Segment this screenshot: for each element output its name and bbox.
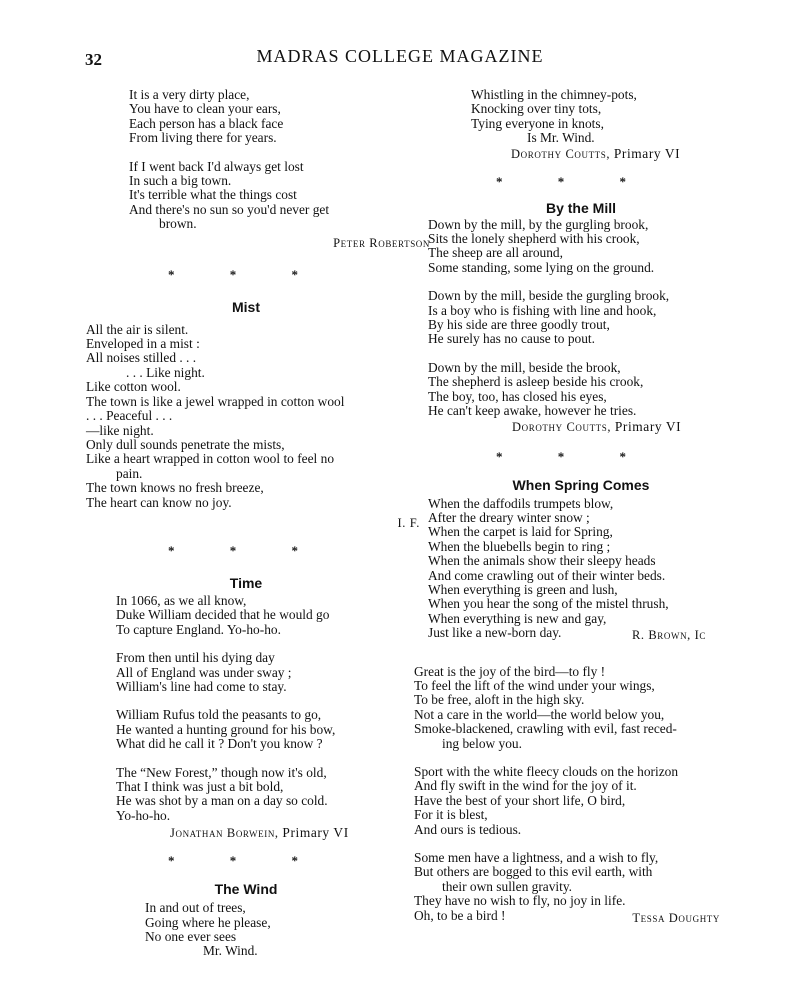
poem-author bbox=[471, 146, 734, 162]
poem-spring bbox=[414, 477, 734, 643]
poem-line: It is a very dirty place, bbox=[129, 87, 250, 102]
poem-line: By his side are three goodly trout, bbox=[428, 317, 610, 333]
separator-stars: * * * bbox=[168, 853, 324, 869]
poem-line: . . . Peaceful . . . bbox=[86, 408, 173, 424]
separator-stars: * * * bbox=[168, 542, 324, 558]
poem-line: When the bluebells begin to ring ; bbox=[428, 538, 611, 554]
poem-line: To feel the lift of the wind under your wings, bbox=[414, 677, 655, 693]
poem-line: Only dull sounds penetrate the mists, bbox=[86, 436, 285, 452]
poem-line: After the dreary winter snow ; bbox=[428, 509, 590, 525]
poem-mill bbox=[414, 200, 734, 435]
poem-line: Going where he please, bbox=[145, 914, 271, 930]
poem-line: He was shot by a man on a day so cold. bbox=[116, 793, 328, 809]
poem-line: When everything is new and gay, bbox=[428, 610, 607, 626]
poem-line: If I went back I'd always get lost bbox=[129, 158, 304, 174]
poem-line: Whistling in the chimney-pots, bbox=[471, 87, 637, 102]
poem-line: Not a care in the world—the world below you, bbox=[414, 706, 665, 722]
right-column bbox=[414, 88, 734, 926]
stanza bbox=[428, 218, 734, 276]
poem-line: pain. bbox=[116, 465, 143, 481]
poem-line: From then until his dying day bbox=[116, 650, 275, 666]
poem-line: Yo-ho-ho. bbox=[116, 807, 171, 823]
poem-city bbox=[86, 87, 430, 251]
poem-line: In and out of trees, bbox=[145, 900, 246, 916]
poem-line: For it is blest, bbox=[414, 807, 488, 823]
poem-line: In 1066, as we all know, bbox=[116, 592, 247, 608]
stanza bbox=[129, 160, 406, 232]
poem-line: ing below you. bbox=[442, 735, 522, 751]
poem-line: You have to clean your ears, bbox=[129, 101, 281, 117]
poem-line: Down by the mill, beside the gurgling brook, bbox=[428, 288, 670, 304]
poem-line: Have the best of your short life, O bird, bbox=[414, 792, 626, 808]
poem-line: The “New Forest,” though now it's old, bbox=[116, 764, 327, 780]
poem-author: I. F. bbox=[397, 515, 420, 530]
page-number: 32 bbox=[85, 50, 102, 69]
separator-stars: * * * bbox=[496, 173, 652, 189]
poem-author bbox=[116, 825, 406, 841]
author-name: Dorothy Coutts, bbox=[511, 146, 611, 161]
poem-line: Some standing, some lying on the ground. bbox=[428, 259, 655, 275]
poem-line: Is a boy who is fishing with line and hook, bbox=[428, 302, 657, 318]
poem-wind-continued bbox=[414, 88, 734, 162]
poem-mist bbox=[86, 298, 420, 531]
poem-line: When everything is green and lush, bbox=[428, 581, 618, 597]
poem-line: The town is like a jewel wrapped in cotton wool bbox=[86, 393, 345, 409]
poem-line: He wanted a hunting ground for his bow, bbox=[116, 721, 336, 737]
stanza bbox=[116, 766, 406, 824]
author-name: Dorothy Coutts, bbox=[512, 419, 612, 434]
poem-line: That I think was just a bit bold, bbox=[116, 779, 284, 794]
poem-line: Enveloped in a mist : bbox=[86, 336, 200, 352]
poem-line: All of England was under sway ; bbox=[116, 664, 292, 680]
poem-line: . . . Like night. bbox=[126, 364, 205, 380]
poem-line: All noises stilled . . . bbox=[86, 350, 197, 366]
poem-line: The heart can know no joy. bbox=[86, 494, 232, 510]
author-name: Jonathan Borwein, bbox=[170, 826, 279, 841]
poem-line: their own sullen gravity. bbox=[442, 878, 573, 894]
poem-line: What did he call it ? Don't you know ? bbox=[116, 736, 323, 752]
poem-line: Each person has a black face bbox=[129, 115, 284, 131]
poem-line: The sheep are all around, bbox=[428, 245, 563, 261]
poem-line: Sits the lonely shepherd with his crook, bbox=[428, 231, 640, 247]
poem-line: Smoke-blackened, crawling with evil, fast reced- bbox=[414, 721, 677, 737]
poem-line: brown. bbox=[159, 216, 197, 232]
stanza bbox=[116, 594, 406, 637]
poem-line: William's line had come to stay. bbox=[116, 678, 287, 694]
poem-line: Great is the joy of the bird—to fly ! bbox=[414, 663, 606, 679]
poem-title: When Spring Comes bbox=[512, 476, 650, 493]
author-form: Primary VI bbox=[282, 825, 349, 841]
poem-wind bbox=[86, 881, 406, 959]
poem-line: —like night. bbox=[86, 422, 154, 438]
poem-author: Tessa Doughty bbox=[632, 911, 720, 926]
poem-line: Tying everyone in knots, bbox=[471, 115, 604, 131]
poem-line: Oh, to be a bird ! bbox=[414, 907, 506, 923]
separator-stars: * * * bbox=[168, 266, 324, 282]
poem-line: The boy, too, has closed his eyes, bbox=[428, 388, 607, 404]
poem-line: And come crawling out of their winter beds. bbox=[428, 567, 666, 583]
poem-title: By the Mill bbox=[545, 199, 616, 216]
poem-line: Like cotton wool. bbox=[86, 379, 181, 395]
poem-author bbox=[428, 419, 734, 435]
poem-line: The town knows no fresh breeze, bbox=[86, 480, 264, 496]
poem-line: He surely has no cause to pout. bbox=[428, 331, 595, 347]
poem-line: Sport with the white fleecy clouds on the horizon bbox=[414, 764, 679, 779]
stanza bbox=[414, 765, 734, 837]
poem-line: William Rufus told the peasants to go, bbox=[116, 707, 322, 723]
poem-line: To be free, aloft in the high sky. bbox=[414, 692, 585, 708]
separator-stars: * * * bbox=[496, 448, 652, 464]
poem-line: He can't keep awake, however he tries. bbox=[428, 403, 637, 419]
running-head: MADRAS COLLEGE MAGAZINE bbox=[256, 46, 544, 66]
poem-line: Mr. Wind. bbox=[203, 943, 258, 959]
poem-bird bbox=[414, 665, 734, 927]
poem-author: R. Brown, Ic bbox=[631, 627, 706, 642]
poem-line: Some men have a lightness, and a wish to fly, bbox=[414, 850, 659, 866]
poem-line: No one ever sees bbox=[145, 929, 237, 945]
poem-line: When the animals show their sleepy heads bbox=[428, 553, 656, 569]
stanza bbox=[414, 665, 734, 751]
author-form: Primary VI bbox=[614, 418, 682, 434]
poem-title: Time bbox=[229, 574, 263, 591]
poem-line: When the carpet is laid for Spring, bbox=[428, 524, 613, 540]
poem-line: They have no wish to fly, no joy in life. bbox=[414, 893, 626, 909]
poem-line: The shepherd is asleep beside his crook, bbox=[428, 374, 644, 390]
poem-title: The Wind bbox=[214, 881, 278, 898]
poem-author: Peter Robertson bbox=[333, 235, 430, 250]
stanza bbox=[428, 361, 734, 419]
poem-title: Mist bbox=[232, 298, 260, 315]
poem-line: Down by the mill, beside the brook, bbox=[428, 359, 621, 375]
stanza bbox=[116, 708, 406, 751]
poem-line: When the daffodils trumpets blow, bbox=[428, 495, 614, 511]
poem-line: Down by the mill, by the gurgling brook, bbox=[428, 216, 649, 232]
poem-time bbox=[86, 575, 406, 841]
poem-line: And there's no sun so you'd never get bbox=[129, 201, 330, 217]
poem-line: In such a big town. bbox=[129, 173, 232, 189]
poem-line: Just like a new-born day. bbox=[428, 625, 562, 641]
poem-line: But others are bogged to this evil earth, with bbox=[414, 864, 653, 880]
author-form: Primary VI bbox=[613, 145, 681, 161]
poem-line: Knocking over tiny tots, bbox=[471, 101, 602, 117]
poem-line: When you hear the song of the mistel thrush, bbox=[428, 596, 669, 612]
poem-line: To capture England. Yo-ho-ho. bbox=[116, 621, 281, 637]
poem-line: Is Mr. Wind. bbox=[527, 130, 595, 146]
poem-line: Duke William decided that he would go bbox=[116, 607, 330, 623]
poem-line: From living there for years. bbox=[129, 130, 277, 146]
left-column bbox=[86, 87, 430, 959]
stanza bbox=[428, 289, 734, 347]
stanza bbox=[129, 88, 406, 146]
stanza bbox=[116, 651, 406, 694]
poem-line: Like a heart wrapped in cotton wool to feel no bbox=[86, 451, 335, 467]
poem-line: All the air is silent. bbox=[86, 321, 189, 337]
poem-line: And ours is tedious. bbox=[414, 821, 522, 837]
poem-line: And fly swift in the wind for the joy of it. bbox=[414, 778, 637, 794]
poem-line: It's terrible what the things cost bbox=[129, 187, 297, 203]
